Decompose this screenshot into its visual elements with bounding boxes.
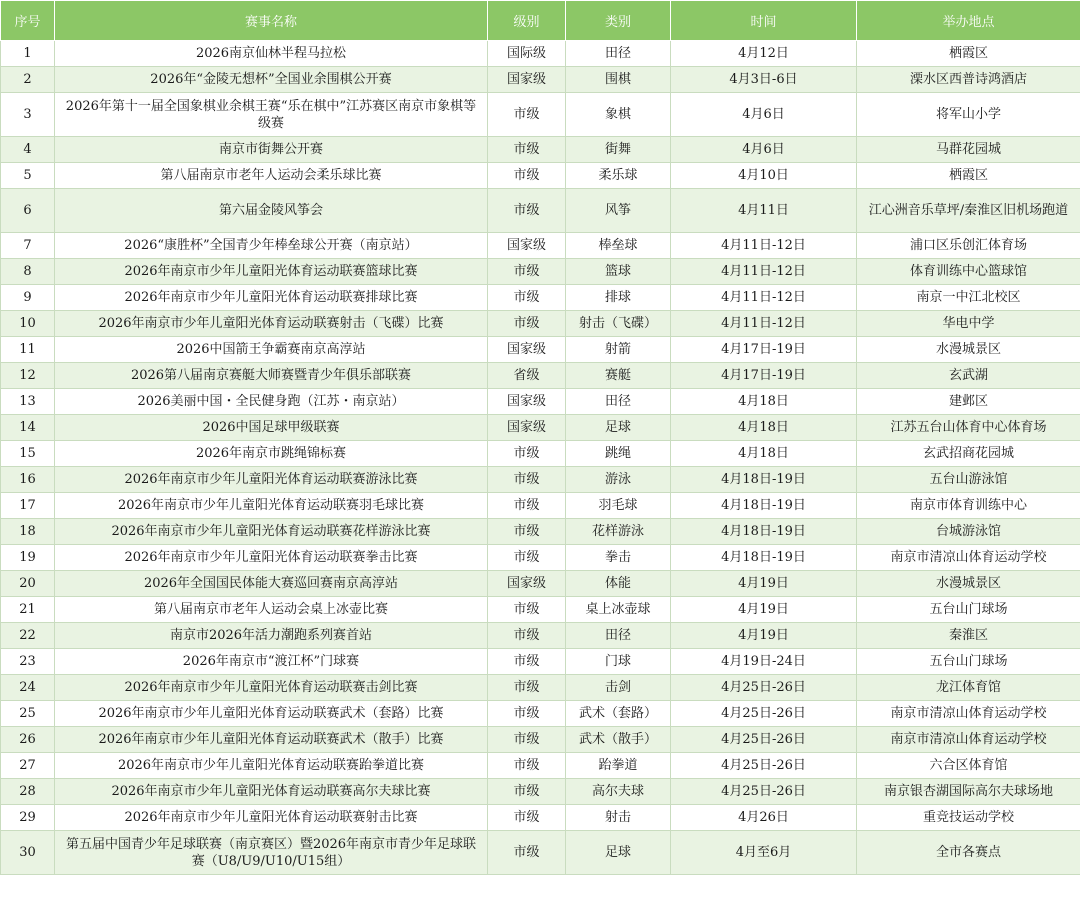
cell-venue: 南京市体育训练中心	[857, 493, 1080, 519]
cell-number: 22	[1, 623, 55, 649]
cell-venue: 马群花园城	[857, 137, 1080, 163]
cell-category: 射击	[566, 805, 671, 831]
cell-time: 4月19日	[671, 623, 857, 649]
cell-event-name: 2026中国箭王争霸赛南京高淳站	[55, 337, 488, 363]
cell-number: 29	[1, 805, 55, 831]
cell-level: 市级	[488, 311, 566, 337]
cell-time: 4月3日-6日	[671, 67, 857, 93]
cell-level: 市级	[488, 831, 566, 875]
cell-level: 国际级	[488, 41, 566, 67]
table-row	[1, 753, 1080, 779]
cell-venue: 浦口区乐创汇体育场	[857, 233, 1080, 259]
cell-category: 足球	[566, 415, 671, 441]
cell-number: 10	[1, 311, 55, 337]
cell-number: 26	[1, 727, 55, 753]
cell-category: 柔乐球	[566, 163, 671, 189]
cell-event-name: 2026年南京市少年儿童阳光体育运动联赛高尔夫球比赛	[55, 779, 488, 805]
cell-time: 4月18日	[671, 441, 857, 467]
cell-number: 27	[1, 753, 55, 779]
cell-number: 16	[1, 467, 55, 493]
cell-event-name: 2026年南京市少年儿童阳光体育运动联赛羽毛球比赛	[55, 493, 488, 519]
cell-level: 市级	[488, 519, 566, 545]
cell-level: 市级	[488, 675, 566, 701]
cell-level: 市级	[488, 259, 566, 285]
table-row	[1, 259, 1080, 285]
cell-category: 武术（套路）	[566, 701, 671, 727]
cell-event-name: 2026“康胜杯”全国青少年棒垒球公开赛（南京站）	[55, 233, 488, 259]
cell-level: 市级	[488, 441, 566, 467]
cell-event-name: 第六届金陵风筝会	[55, 189, 488, 233]
cell-time: 4月18日-19日	[671, 493, 857, 519]
cell-event-name: 第五届中国青少年足球联赛（南京赛区）暨2026年南京市青少年足球联赛（U8/U9/U10/U15组）	[55, 831, 488, 875]
cell-number: 1	[1, 41, 55, 67]
cell-event-name: 2026年南京市“渡江杯”门球赛	[55, 649, 488, 675]
cell-number: 2	[1, 67, 55, 93]
cell-time: 4月18日	[671, 415, 857, 441]
cell-time: 4月至6月	[671, 831, 857, 875]
cell-venue: 体育训练中心篮球馆	[857, 259, 1080, 285]
cell-number: 24	[1, 675, 55, 701]
table-header	[1, 1, 1080, 41]
cell-number: 7	[1, 233, 55, 259]
cell-event-name: 2026年南京市少年儿童阳光体育运动联赛排球比赛	[55, 285, 488, 311]
cell-number: 28	[1, 779, 55, 805]
cell-level: 市级	[488, 805, 566, 831]
table-row	[1, 41, 1080, 67]
cell-category: 街舞	[566, 137, 671, 163]
cell-time: 4月12日	[671, 41, 857, 67]
cell-category: 击剑	[566, 675, 671, 701]
cell-venue: 栖霞区	[857, 41, 1080, 67]
cell-event-name: 2026年南京市跳绳锦标赛	[55, 441, 488, 467]
cell-venue: 南京市清凉山体育运动学校	[857, 701, 1080, 727]
cell-level: 省级	[488, 363, 566, 389]
cell-event-name: 2026年南京市少年儿童阳光体育运动联赛花样游泳比赛	[55, 519, 488, 545]
cell-number: 3	[1, 93, 55, 137]
cell-event-name: 2026年南京市少年儿童阳光体育运动联赛拳击比赛	[55, 545, 488, 571]
cell-time: 4月10日	[671, 163, 857, 189]
cell-number: 15	[1, 441, 55, 467]
cell-category: 武术（散手）	[566, 727, 671, 753]
cell-time: 4月11日	[671, 189, 857, 233]
cell-venue: 五台山游泳馆	[857, 467, 1080, 493]
cell-number: 19	[1, 545, 55, 571]
cell-category: 排球	[566, 285, 671, 311]
cell-category: 足球	[566, 831, 671, 875]
column-header-level: 级别	[488, 1, 566, 41]
cell-level: 市级	[488, 779, 566, 805]
cell-event-name: 2026年“金陵无想杯”全国业余围棋公开赛	[55, 67, 488, 93]
column-header-category: 类别	[566, 1, 671, 41]
cell-number: 14	[1, 415, 55, 441]
cell-category: 跳绳	[566, 441, 671, 467]
cell-level: 市级	[488, 93, 566, 137]
table-row	[1, 415, 1080, 441]
table-row	[1, 441, 1080, 467]
cell-category: 桌上冰壶球	[566, 597, 671, 623]
cell-time: 4月26日	[671, 805, 857, 831]
table-row	[1, 137, 1080, 163]
cell-time: 4月18日-19日	[671, 519, 857, 545]
cell-venue: 五台山门球场	[857, 649, 1080, 675]
cell-number: 18	[1, 519, 55, 545]
cell-event-name: 南京市街舞公开赛	[55, 137, 488, 163]
cell-category: 花样游泳	[566, 519, 671, 545]
cell-level: 市级	[488, 493, 566, 519]
cell-event-name: 2026年南京市少年儿童阳光体育运动联赛跆拳道比赛	[55, 753, 488, 779]
cell-venue: 六合区体育馆	[857, 753, 1080, 779]
table-row	[1, 545, 1080, 571]
column-header-event-name: 赛事名称	[55, 1, 488, 41]
cell-venue: 秦淮区	[857, 623, 1080, 649]
column-header-venue: 举办地点	[857, 1, 1080, 41]
cell-time: 4月18日	[671, 389, 857, 415]
cell-number: 4	[1, 137, 55, 163]
cell-time: 4月25日-26日	[671, 701, 857, 727]
table-row	[1, 519, 1080, 545]
cell-venue: 将军山小学	[857, 93, 1080, 137]
cell-number: 30	[1, 831, 55, 875]
cell-level: 市级	[488, 649, 566, 675]
header-row	[1, 1, 1080, 41]
table-row	[1, 597, 1080, 623]
cell-event-name: 第八届南京市老年人运动会柔乐球比赛	[55, 163, 488, 189]
column-header-number: 序号	[1, 1, 55, 41]
cell-event-name: 2026年南京市少年儿童阳光体育运动联赛篮球比赛	[55, 259, 488, 285]
cell-category: 游泳	[566, 467, 671, 493]
table-row	[1, 311, 1080, 337]
cell-category: 羽毛球	[566, 493, 671, 519]
cell-time: 4月25日-26日	[671, 727, 857, 753]
cell-venue: 江心洲音乐草坪/秦淮区旧机场跑道	[857, 189, 1080, 233]
cell-event-name: 2026南京仙林半程马拉松	[55, 41, 488, 67]
cell-number: 9	[1, 285, 55, 311]
cell-level: 国家级	[488, 233, 566, 259]
cell-level: 市级	[488, 285, 566, 311]
cell-event-name: 2026美丽中国・全民健身跑（江苏・南京站）	[55, 389, 488, 415]
cell-venue: 台城游泳馆	[857, 519, 1080, 545]
table-row	[1, 93, 1080, 137]
cell-time: 4月19日	[671, 597, 857, 623]
cell-category: 射箭	[566, 337, 671, 363]
cell-time: 4月11日-12日	[671, 259, 857, 285]
cell-event-name: 2026中国足球甲级联赛	[55, 415, 488, 441]
cell-time: 4月19日-24日	[671, 649, 857, 675]
cell-level: 市级	[488, 189, 566, 233]
cell-category: 田径	[566, 41, 671, 67]
cell-event-name: 南京市2026年活力潮跑系列赛首站	[55, 623, 488, 649]
cell-event-name: 2026年南京市少年儿童阳光体育运动联赛击剑比赛	[55, 675, 488, 701]
cell-time: 4月25日-26日	[671, 675, 857, 701]
cell-number: 25	[1, 701, 55, 727]
table-row	[1, 571, 1080, 597]
cell-number: 8	[1, 259, 55, 285]
cell-level: 国家级	[488, 415, 566, 441]
cell-venue: 五台山门球场	[857, 597, 1080, 623]
cell-venue: 水漫城景区	[857, 337, 1080, 363]
cell-event-name: 2026年南京市少年儿童阳光体育运动联赛武术（套路）比赛	[55, 701, 488, 727]
cell-venue: 南京市清凉山体育运动学校	[857, 727, 1080, 753]
cell-time: 4月11日-12日	[671, 285, 857, 311]
table-row	[1, 779, 1080, 805]
cell-time: 4月6日	[671, 93, 857, 137]
cell-event-name: 2026年南京市少年儿童阳光体育运动联赛武术（散手）比赛	[55, 727, 488, 753]
table-row	[1, 363, 1080, 389]
cell-number: 13	[1, 389, 55, 415]
cell-category: 围棋	[566, 67, 671, 93]
cell-category: 象棋	[566, 93, 671, 137]
cell-event-name: 第八届南京市老年人运动会桌上冰壶比赛	[55, 597, 488, 623]
cell-venue: 南京市清凉山体育运动学校	[857, 545, 1080, 571]
cell-category: 射击（飞碟）	[566, 311, 671, 337]
table-row	[1, 649, 1080, 675]
cell-time: 4月18日-19日	[671, 545, 857, 571]
cell-time: 4月19日	[671, 571, 857, 597]
cell-level: 市级	[488, 545, 566, 571]
cell-level: 市级	[488, 701, 566, 727]
cell-number: 23	[1, 649, 55, 675]
cell-venue: 玄武湖	[857, 363, 1080, 389]
cell-category: 拳击	[566, 545, 671, 571]
cell-category: 棒垒球	[566, 233, 671, 259]
table-row	[1, 675, 1080, 701]
table-row	[1, 285, 1080, 311]
table-body	[1, 41, 1080, 875]
cell-level: 国家级	[488, 67, 566, 93]
cell-time: 4月25日-26日	[671, 753, 857, 779]
cell-level: 市级	[488, 753, 566, 779]
cell-number: 17	[1, 493, 55, 519]
cell-time: 4月25日-26日	[671, 779, 857, 805]
cell-time: 4月18日-19日	[671, 467, 857, 493]
cell-venue: 南京银杏湖国际高尔夫球场地	[857, 779, 1080, 805]
cell-venue: 玄武招商花园城	[857, 441, 1080, 467]
cell-time: 4月6日	[671, 137, 857, 163]
cell-number: 21	[1, 597, 55, 623]
table-row	[1, 67, 1080, 93]
table-row	[1, 701, 1080, 727]
table-row	[1, 163, 1080, 189]
table-row	[1, 805, 1080, 831]
table-row	[1, 337, 1080, 363]
cell-event-name: 2026年南京市少年儿童阳光体育运动联赛射击（飞碟）比赛	[55, 311, 488, 337]
cell-category: 高尔夫球	[566, 779, 671, 805]
cell-venue: 建邺区	[857, 389, 1080, 415]
table-row	[1, 389, 1080, 415]
table-row	[1, 233, 1080, 259]
cell-level: 国家级	[488, 389, 566, 415]
cell-level: 市级	[488, 137, 566, 163]
cell-level: 市级	[488, 623, 566, 649]
cell-category: 赛艇	[566, 363, 671, 389]
cell-event-name: 2026年第十一届全国象棋业余棋王赛“乐在棋中”江苏赛区南京市象棋等级赛	[55, 93, 488, 137]
cell-category: 风筝	[566, 189, 671, 233]
cell-venue: 江苏五台山体育中心体育场	[857, 415, 1080, 441]
cell-time: 4月17日-19日	[671, 337, 857, 363]
cell-level: 市级	[488, 467, 566, 493]
cell-event-name: 2026第八届南京赛艇大师赛暨青少年俱乐部联赛	[55, 363, 488, 389]
cell-venue: 溧水区西普诗鸿酒店	[857, 67, 1080, 93]
table-row	[1, 493, 1080, 519]
cell-event-name: 2026年全国国民体能大赛巡回赛南京高淳站	[55, 571, 488, 597]
cell-level: 国家级	[488, 337, 566, 363]
cell-venue: 龙江体育馆	[857, 675, 1080, 701]
cell-number: 11	[1, 337, 55, 363]
cell-level: 国家级	[488, 571, 566, 597]
column-header-time: 时间	[671, 1, 857, 41]
cell-venue: 南京一中江北校区	[857, 285, 1080, 311]
cell-event-name: 2026年南京市少年儿童阳光体育运动联赛游泳比赛	[55, 467, 488, 493]
cell-category: 门球	[566, 649, 671, 675]
cell-category: 田径	[566, 623, 671, 649]
cell-level: 市级	[488, 163, 566, 189]
cell-category: 跆拳道	[566, 753, 671, 779]
cell-time: 4月11日-12日	[671, 233, 857, 259]
cell-number: 5	[1, 163, 55, 189]
cell-number: 12	[1, 363, 55, 389]
cell-category: 体能	[566, 571, 671, 597]
cell-category: 田径	[566, 389, 671, 415]
table-row	[1, 467, 1080, 493]
cell-venue: 华电中学	[857, 311, 1080, 337]
cell-event-name: 2026年南京市少年儿童阳光体育运动联赛射击比赛	[55, 805, 488, 831]
cell-time: 4月17日-19日	[671, 363, 857, 389]
table-row	[1, 727, 1080, 753]
cell-venue: 栖霞区	[857, 163, 1080, 189]
cell-venue: 全市各赛点	[857, 831, 1080, 875]
cell-category: 篮球	[566, 259, 671, 285]
table-row	[1, 831, 1080, 875]
table-row	[1, 189, 1080, 233]
table-row	[1, 623, 1080, 649]
cell-venue: 水漫城景区	[857, 571, 1080, 597]
cell-time: 4月11日-12日	[671, 311, 857, 337]
cell-number: 20	[1, 571, 55, 597]
cell-level: 市级	[488, 727, 566, 753]
cell-level: 市级	[488, 597, 566, 623]
cell-number: 6	[1, 189, 55, 233]
cell-venue: 重竞技运动学校	[857, 805, 1080, 831]
